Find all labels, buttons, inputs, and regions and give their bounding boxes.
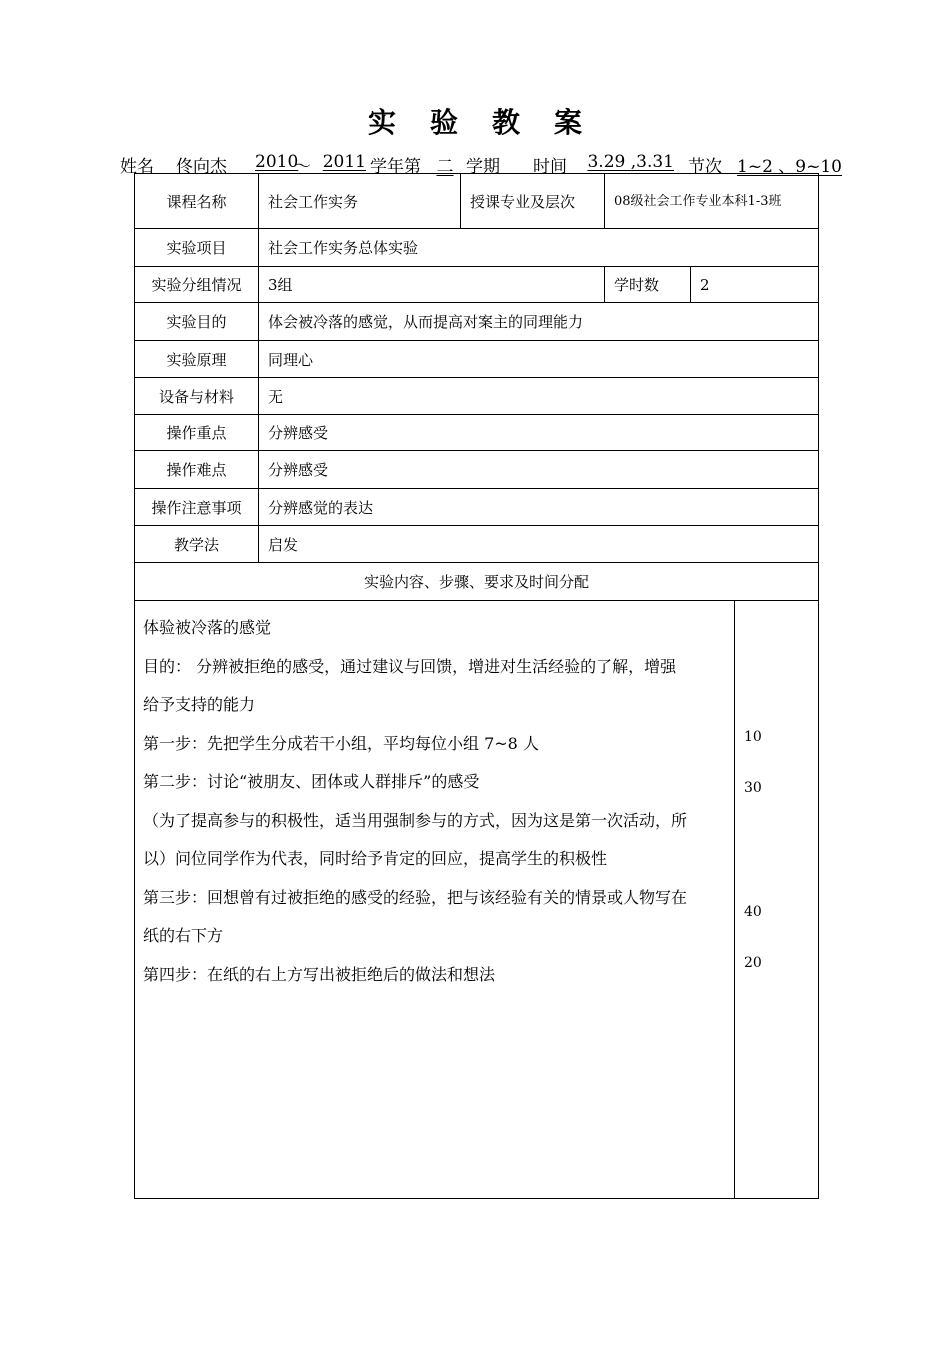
notes-label: 操作注意事项 [135,489,259,526]
project-value: 社会工作实务总体实验 [259,229,819,267]
term-label: 学期 [466,157,500,177]
focus-label: 操作重点 [135,415,259,451]
table-row [135,378,819,415]
term-value: 二 [436,157,454,177]
content-line: 第三步：回想曾有过被拒绝的感受的经验，把与该经验有关的情景或人物写在 [143,887,688,907]
content-line: 第一步：先把学生分成若干小组，平均每位小组 7~8 人 [143,733,539,753]
principle-value: 同理心 [259,341,819,378]
table-row [135,415,819,451]
table-row [135,563,819,601]
title-char: 实 [367,106,398,139]
table-row [135,229,819,267]
table-row [135,303,819,341]
difficulty-value: 分辨感受 [259,451,819,489]
hours-label: 学时数 [605,267,691,303]
page-title [0,101,952,141]
equipment-label: 设备与材料 [135,378,259,415]
time-label: 时间 [533,157,567,177]
equipment-value: 无 [259,378,819,415]
time-allocation [735,601,819,1199]
content-body [135,601,735,1199]
lesson-plan-table [134,173,819,1199]
title-char: 教 [492,106,523,139]
major-value: 08级社会工作专业本科1-3班 [605,174,819,229]
notes-value: 分辨感觉的表达 [259,489,819,526]
table-row [135,267,819,303]
table-row [135,174,819,229]
principle-label: 实验原理 [135,341,259,378]
content-line: 以）问位同学作为代表，同时给予肯定的回应，提高学生的积极性 [143,849,608,868]
minutes-value: 40 [744,904,762,920]
content-line: 第二步：讨论“被朋友、团体或人群排斥”的感受 [143,772,480,791]
teacher-name: 佟向杰 [176,157,227,177]
table-row [135,526,819,563]
content-line: 纸的右下方 [143,926,224,945]
table-row [135,451,819,489]
year-label: 学年第 [370,157,421,177]
method-label: 教学法 [135,526,259,563]
difficulty-label: 操作难点 [135,451,259,489]
content-heading: 实验内容、步骤、要求及时间分配 [135,563,819,601]
table-row [135,341,819,378]
time-value: 3.29 ,3.31 [587,152,674,172]
minutes-value: 10 [744,729,762,745]
content-line: 体验被冷落的感觉 [143,618,272,637]
minutes-value: 30 [744,780,762,796]
table-row [135,489,819,526]
minutes-value: 20 [744,955,762,971]
grouping-label: 实验分组情况 [135,267,259,303]
grouping-value: 3组 [259,267,605,303]
title-char: 验 [429,106,460,139]
year-tilde: ～ [294,157,311,177]
name-label: 姓名 [120,157,154,177]
content-row [135,601,819,1199]
course-name-label: 课程名称 [135,174,259,229]
period-value: 1~2 、9~10 [737,157,842,177]
course-name-value: 社会工作实务 [259,174,461,229]
year-from: 2010 [255,152,299,172]
hours-value: 2 [691,267,819,303]
purpose-value: 体会被冷落的感觉，从而提高对案主的同理能力 [259,303,819,341]
content-line: 第四步：在纸的右上方写出被拒绝后的做法和想法 [143,964,496,984]
title-char: 案 [554,106,585,139]
content-line: （为了提高参与的积极性，适当用强制参与的方式，因为这是第一次活动，所 [143,810,688,830]
content-line: 给予支持的能力 [143,695,256,714]
focus-value: 分辨感受 [259,415,819,451]
period-label: 节次 [688,157,722,177]
year-to: 2011 [322,152,366,172]
content-line: 目的： 分辨被拒绝的感受，通过建议与回馈，增进对生活经验的了解，增强 [143,656,677,676]
purpose-label: 实验目的 [135,303,259,341]
major-label: 授课专业及层次 [461,174,605,229]
header-info-line [118,150,844,177]
method-value: 启发 [259,526,819,563]
project-label: 实验项目 [135,229,259,267]
